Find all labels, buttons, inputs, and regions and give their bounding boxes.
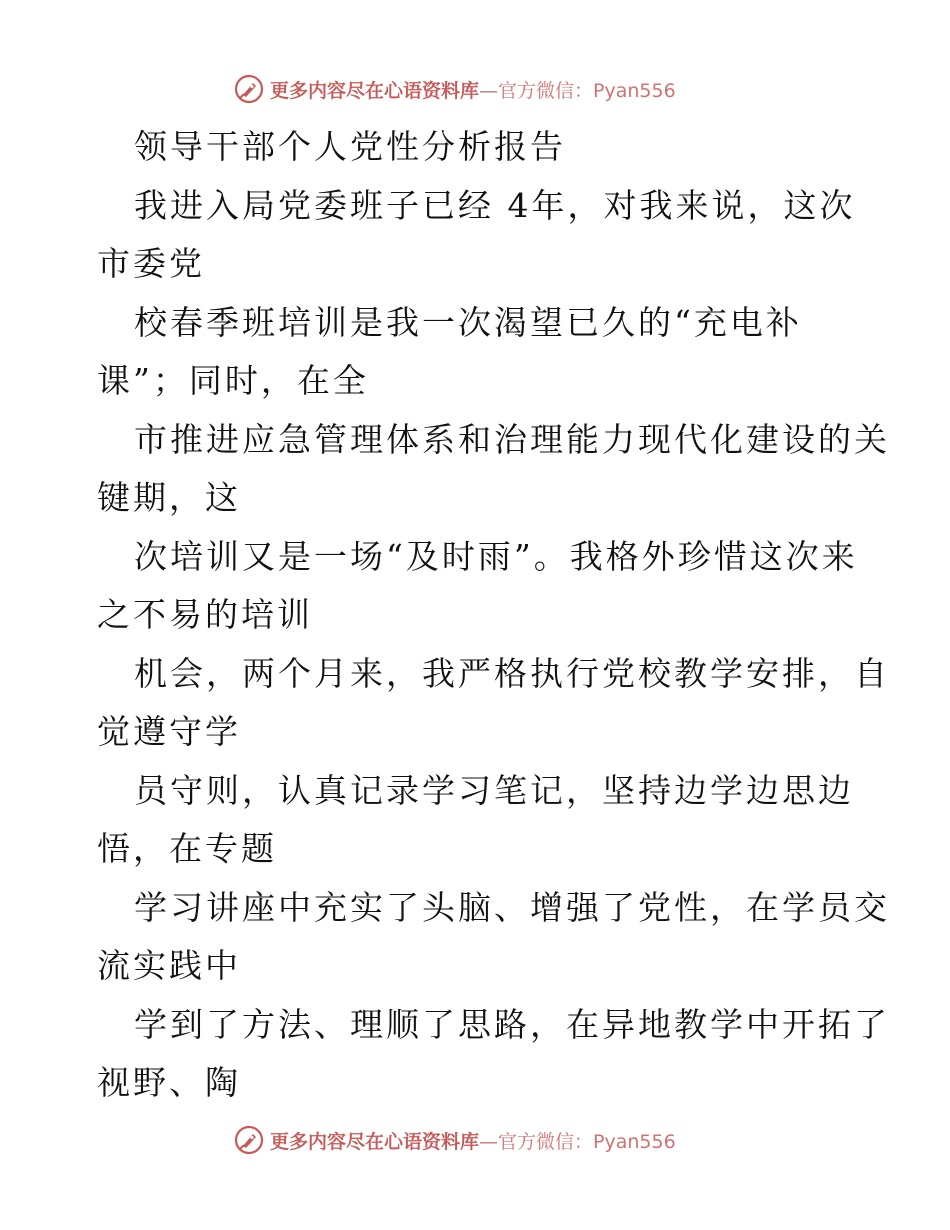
text-line: 校春季班培训是我一次渴望已久的“充电补	[134, 303, 802, 342]
text-line: 觉遵守学	[97, 712, 241, 751]
text-line: 机会，两个月来，我严格执行党校教学安排，自	[134, 654, 890, 693]
text-line: 之不易的培训	[97, 595, 313, 634]
footer-banner-text	[270, 1127, 676, 1154]
text-line: 视野、陶	[97, 1063, 241, 1102]
pen-nib-logo-icon	[234, 1125, 264, 1155]
header-banner-wechat: 官方微信：Pyan556	[498, 79, 676, 102]
header-banner-dash: —	[479, 79, 499, 102]
text-line: 我进入局党委班子已经 4年，对我来说，这次	[134, 186, 856, 225]
text-line: 课”；同时，在全	[97, 361, 369, 400]
text-line: 流实践中	[97, 946, 241, 985]
text-line: 学到了方法、理顺了思路，在异地教学中开拓了	[134, 1005, 890, 1044]
text-line: 次培训又是一场“及时雨”。我格外珍惜这次来	[134, 537, 858, 576]
text-line: 键期，这	[97, 478, 241, 517]
text-line: 悟，在专题	[97, 829, 277, 868]
text-line: 员守则，认真记录学习笔记，坚持边学边思边	[134, 771, 854, 810]
footer-banner	[234, 1123, 734, 1157]
text-line: 市委党	[97, 244, 205, 283]
footer-banner-wechat: 官方微信：Pyan556	[498, 1130, 676, 1153]
text-line: 学习讲座中充实了头脑、增强了党性，在学员交	[134, 888, 890, 927]
footer-banner-dash: —	[479, 1130, 499, 1153]
document-title: 领导干部个人党性分析报告	[134, 127, 566, 166]
text-line: 市推进应急管理体系和治理能力现代化建设的关	[134, 420, 890, 459]
header-banner-title: 更多内容尽在心语资料库	[270, 79, 480, 102]
footer-banner-title: 更多内容尽在心语资料库	[270, 1130, 480, 1153]
